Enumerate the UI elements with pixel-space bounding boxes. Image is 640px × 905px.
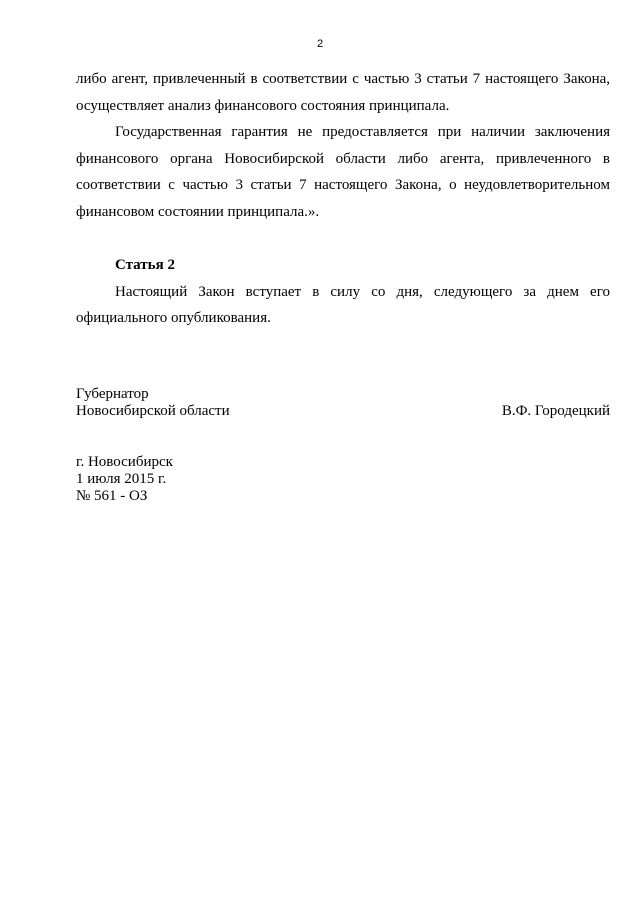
footer-date: 1 июля 2015 г. [76, 471, 167, 487]
page-number: 2 [316, 38, 324, 50]
signatory-title-line2: Новосибирской области [76, 403, 230, 419]
signatory-title-line1: Губернатор [76, 386, 149, 402]
paragraph-continuation: либо агент, привлеченный в соответствии с частью 3 статьи 7 настоящего Закона, осуществляет анализ финансового состояния принципала. [76, 71, 610, 114]
document-body [76, 66, 610, 332]
signature-block [76, 386, 610, 420]
signatory-name: В.Ф. Городецкий [501, 403, 610, 419]
paragraph-effective-date: Настоящий Закон вступает в силу со дня, следующего за днем его официального опубликования. [76, 283, 610, 326]
footer-city: г. Новосибирск [76, 454, 173, 470]
footer-number: № 561 - ОЗ [76, 488, 148, 504]
article-heading: Статья 2 [115, 257, 175, 273]
signature-row [76, 403, 610, 420]
document-footer [76, 454, 173, 505]
paragraph-guarantee: Государственная гарантия не предоставляется при наличии заключения финансового органа Новосибирской области либо агента, привлеченного в соответствии с частью 3 статьи 7 настоящего Закона, о неудовлетворительном финансовом состоянии принципала.». [76, 124, 610, 220]
